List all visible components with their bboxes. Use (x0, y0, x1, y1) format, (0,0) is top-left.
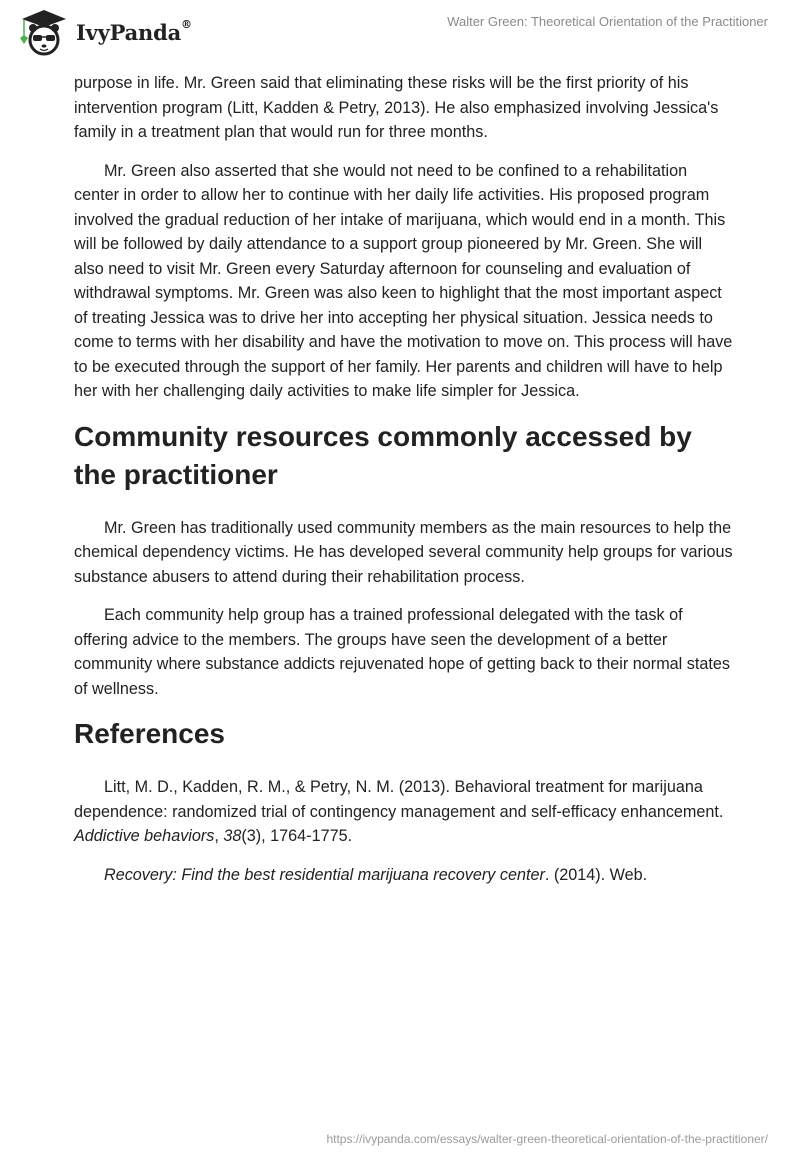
document-title: Walter Green: Theoretical Orientation of the Practitioner (447, 14, 768, 29)
ivypanda-logo[interactable] (16, 8, 192, 56)
brand-name: IvyPanda® (76, 17, 192, 45)
source-url[interactable]: https://ivypanda.com/essays/walter-green-theoretical-orientation-of-the-practitioner/ (326, 1132, 768, 1146)
reference-recovery-2014: Recovery: Find the best residential marijuana recovery center. (2014). Web. (104, 865, 648, 884)
panda-graduate-icon (16, 8, 72, 56)
paragraph-help-groups: Each community help group has a trained professional delegated with the task of offering advice to the members. The groups have seen the development of a better community where substance addicts rejuvenated hope of getting back to their normal states of wellness. (74, 606, 730, 698)
paragraph-intervention: purpose in life. Mr. Green said that eliminating these risks will be the first priority of his intervention program (Litt, Kadden & Petry, 2013). He also emphasized involving Jessica's family in a treatment plan that would run for three months. (74, 74, 719, 141)
heading-references: References (74, 718, 225, 749)
paragraph-program: Mr. Green also asserted that she would not need to be confined to a rehabilitation center in order to allow her to continue with her daily life activities. His proposed program involved the gradual reduction of her intake of marijuana, which would end in a month. This will be followed by daily attendance to a support group pioneered by Mr. Green. She will also need to visit Mr. Green every Saturday afternoon for counseling and evaluation of withdrawal symptoms. Mr. Green was also keen to highlight that the most important aspect of treating Jessica was to drive her into accepting her physical situation. Jessica needs to come to terms with her disability and have the motivation to move on. This process will have to be executed through the support of her family. Her parents and children will have to help her with her challenging daily activities to make life simpler for Jessica. (74, 161, 733, 400)
document-body (74, 71, 734, 901)
heading-community-resources: Community resources commonly accessed by the practitioner (74, 420, 692, 490)
page-header (0, 0, 800, 60)
reference-litt-2013: Litt, M. D., Kadden, R. M., & Petry, N. M. (2013). Behavioral treatment for marijuana dependence: randomized trial of contingency management and self-efficacy enhancement. Addictive behaviors, 38(3), 1764-1775. (74, 778, 724, 845)
paragraph-community-members: Mr. Green has traditionally used community members as the main resources to help the chemical dependency victims. He has developed several community help groups for various substance abusers to attend during their rehabilitation process. (74, 518, 733, 586)
